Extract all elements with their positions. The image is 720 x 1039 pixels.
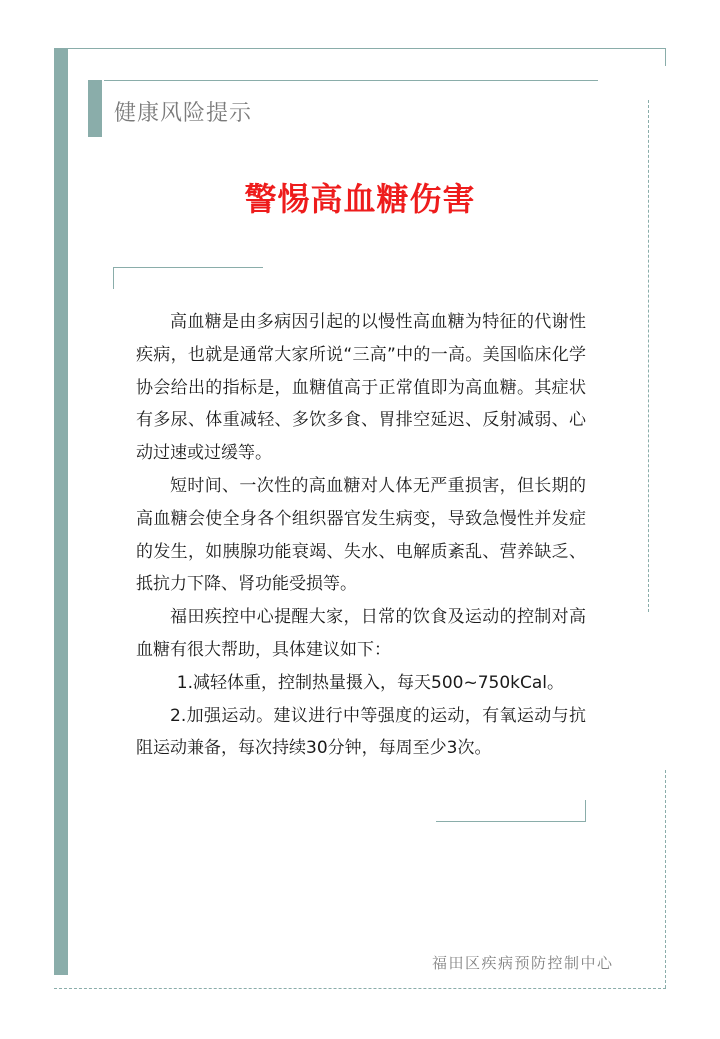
bracket-bottom-right-horizontal [436,821,586,822]
header-rule [104,80,598,81]
right-top-tick [665,48,666,66]
article-body [136,306,586,765]
bracket-top-left-horizontal [113,267,263,268]
paragraph: 高血糖是由多病因引起的以慢性高血糖为特征的代谢性疾病，也就是通常大家所说“三高”中的一高。美国临床化学协会给出的指标是，血糖值高于正常值即为高血糖。其症状有多尿、体重减轻、多饮多食、胃排空延迟、反射减弱、心动过速或过缓等。 [136,312,586,464]
header-accent-block [88,80,102,137]
article-title: 警惕高血糖伤害 [244,180,476,218]
right-dashed-border-lower [665,770,666,988]
suggestion-item: 1.减轻体重，控制热量摄入，每天500~750kCal。 [176,672,565,693]
section-title: 健康风险提示 [114,101,253,126]
top-border-line [68,48,666,49]
bottom-dashed-border [54,988,666,989]
bracket-bottom-right-vertical [585,800,586,822]
paragraph: 福田疾控中心提醒大家，日常的饮食及运动的控制对高血糖有很大帮助，具体建议如下： [136,607,586,660]
paragraph: 短时间、一次性的高血糖对人体无严重损害，但长期的高血糖会使全身各个组织器官发生病变，导致急慢性并发症的发生，如胰腺功能衰竭、失水、电解质紊乱、营养缺乏、抵抗力下降、肾功能受损等。 [136,475,586,595]
bracket-top-left-vertical [113,267,114,289]
suggestion-item: 2.加强运动。建议进行中等强度的运动，有氧运动与抗阻运动兼备，每次持续30分钟，每周至少3次。 [136,705,586,759]
footer-organization: 福田区疾病预防控制中心 [432,954,614,972]
